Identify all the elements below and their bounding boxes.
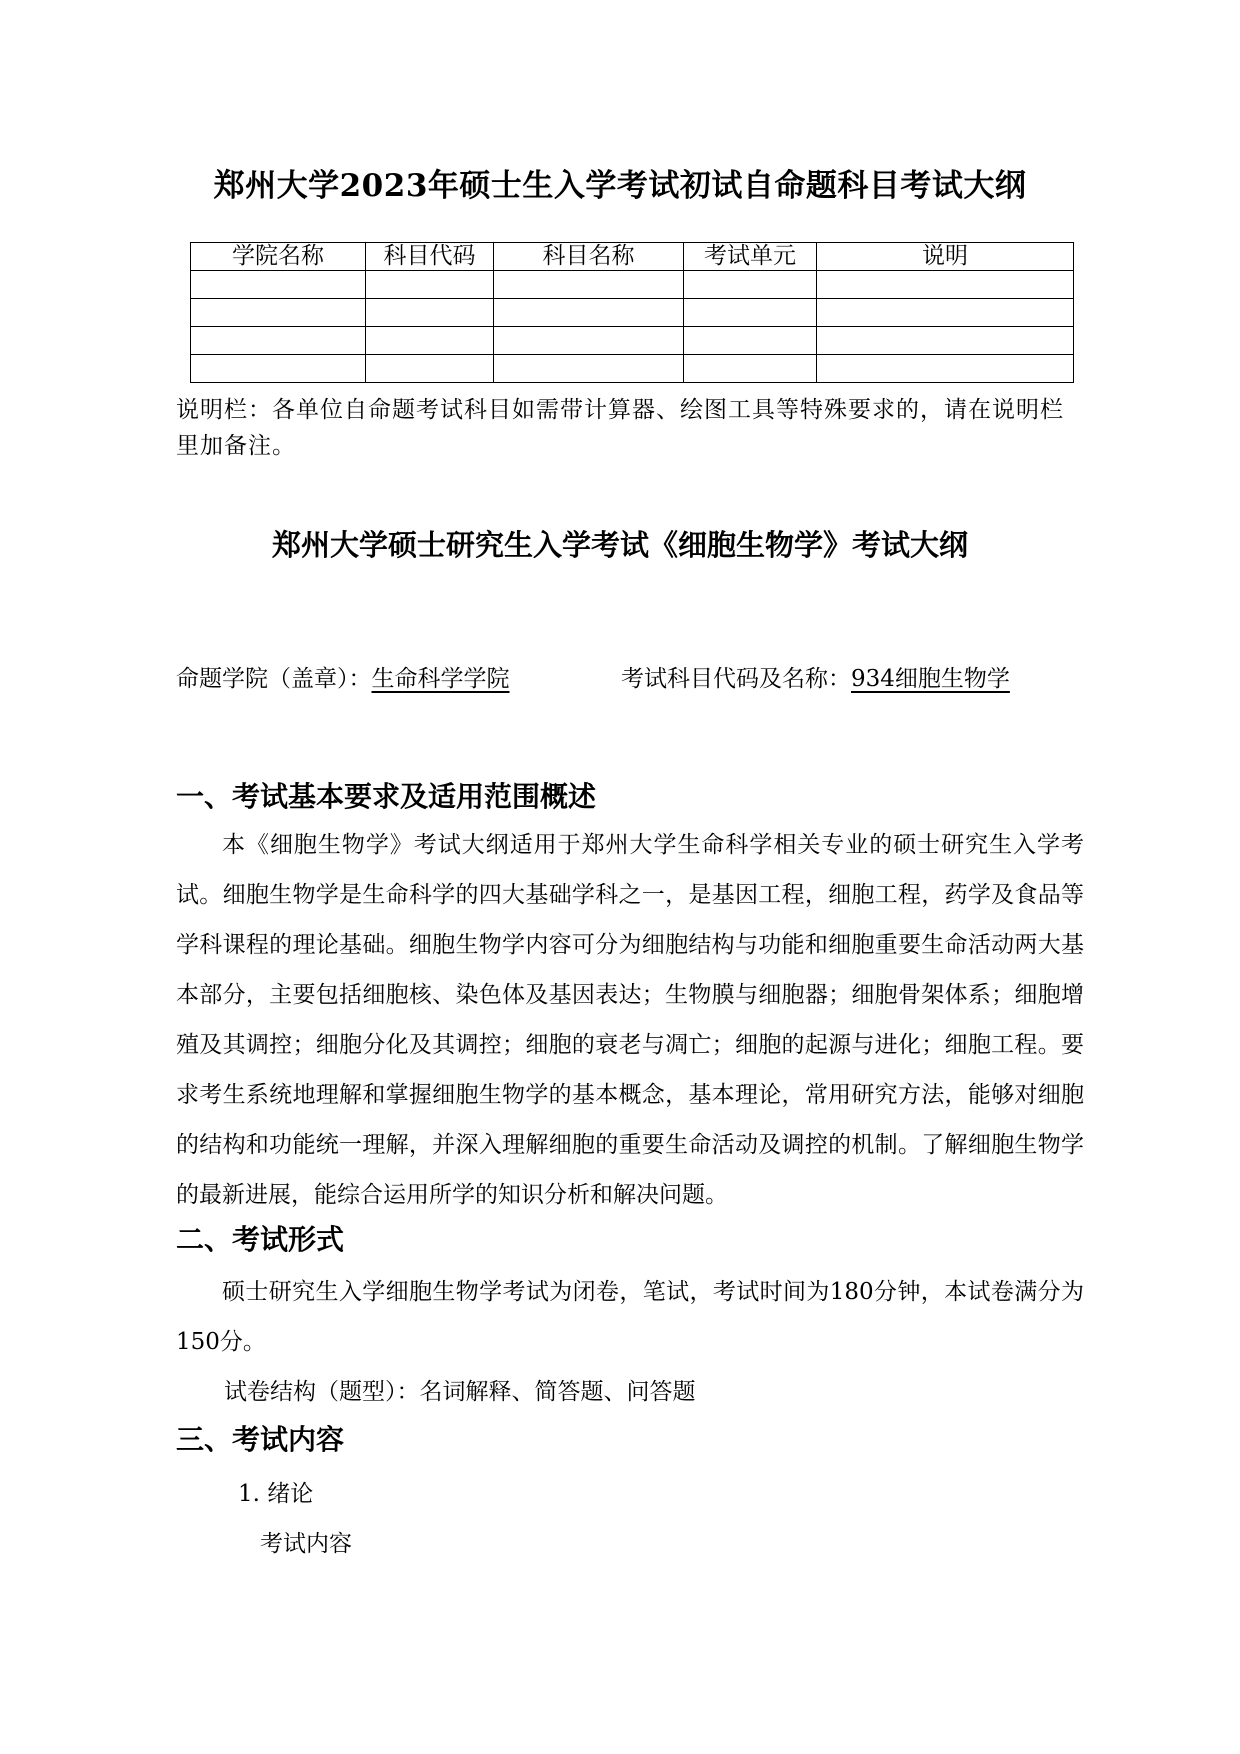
table-cell [684, 355, 817, 383]
header-subject-name: 科目名称 [494, 243, 684, 271]
college-field [176, 660, 510, 693]
table-row [191, 327, 1074, 355]
table-header-row [191, 243, 1074, 271]
table-cell [191, 355, 366, 383]
subject-info-table [190, 242, 1074, 383]
college-label: 命题学院（盖章）： [176, 666, 372, 692]
table-cell [366, 327, 494, 355]
syllabus-title: 郑州大学硕士研究生入学考试《细胞生物学》考试大纲 [271, 528, 968, 562]
section-2-heading: 二、考试形式 [176, 1223, 345, 1256]
table-cell [684, 327, 817, 355]
subject-value: 934细胞生物学 [851, 666, 1010, 692]
subject-label: 考试科目代码及名称： [621, 666, 851, 692]
table-cell [494, 299, 684, 327]
table-cell [817, 355, 1074, 383]
exam-structure-line: 试卷结构（题型）：名词解释、简答题、问答题 [224, 1379, 696, 1405]
college-value: 生命科学学院 [371, 666, 510, 692]
main-title: 郑州大学2023年硕士生入学考试初试自命题科目考试大纲 [213, 168, 1027, 204]
header-remarks: 说明 [817, 243, 1074, 271]
table-cell [191, 271, 366, 299]
table-cell [817, 271, 1074, 299]
subject-field [621, 660, 1010, 693]
table-row [191, 299, 1074, 327]
table-cell [817, 299, 1074, 327]
header-exam-unit: 考试单元 [684, 243, 817, 271]
table-cell [494, 271, 684, 299]
section-3-heading: 三、考试内容 [176, 1423, 345, 1456]
table-row [191, 355, 1074, 383]
table-cell [684, 271, 817, 299]
table-cell [366, 299, 494, 327]
table-cell [817, 327, 1074, 355]
table-cell [366, 271, 494, 299]
table-cell [494, 355, 684, 383]
table-cell [191, 299, 366, 327]
section-2-paragraph: 硕士研究生入学细胞生物学考试为闭卷，笔试，考试时间为180分钟，本试卷满分为150分。 [176, 1279, 1084, 1355]
table-note: 说明栏：各单位自命题考试科目如需带计算器、绘图工具等特殊要求的，请在说明栏里加备注。 [176, 397, 1064, 459]
table-cell [494, 327, 684, 355]
header-college-name: 学院名称 [191, 243, 366, 271]
table-cell [366, 355, 494, 383]
section-3-item-1-subheading: 考试内容 [260, 1531, 352, 1557]
table-row [191, 271, 1074, 299]
header-subject-code: 科目代码 [366, 243, 494, 271]
section-3-item-1: 1. 绪论 [238, 1481, 314, 1507]
table-cell [684, 299, 817, 327]
section-1-heading: 一、考试基本要求及适用范围概述 [176, 780, 597, 813]
table-cell [191, 327, 366, 355]
section-1-paragraph: 本《细胞生物学》考试大纲适用于郑州大学生命科学相关专业的硕士研究生入学考试。细胞生物学是生命科学的四大基础学科之一，是基因工程，细胞工程，药学及食品等学科课程的理论基础。细胞生物学内容可分为细胞结构与功能和细胞重要生命活动两大基本部分，主要包括细胞核、染色体及基因表达；生物膜与细胞器；细胞骨架体系；细胞增殖及其调控；细胞分化及其调控；细胞的衰老与凋亡；细胞的起源与进化；细胞工程。要求考生系统地理解和掌握细胞生物学的基本概念，基本理论，常用研究方法，能够对细胞的结构和功能统一理解，并深入理解细胞的重要生命活动及调控的机制。了解细胞生物学的最新进展，能综合运用所学的知识分析和解决问题。 [176, 832, 1084, 1208]
